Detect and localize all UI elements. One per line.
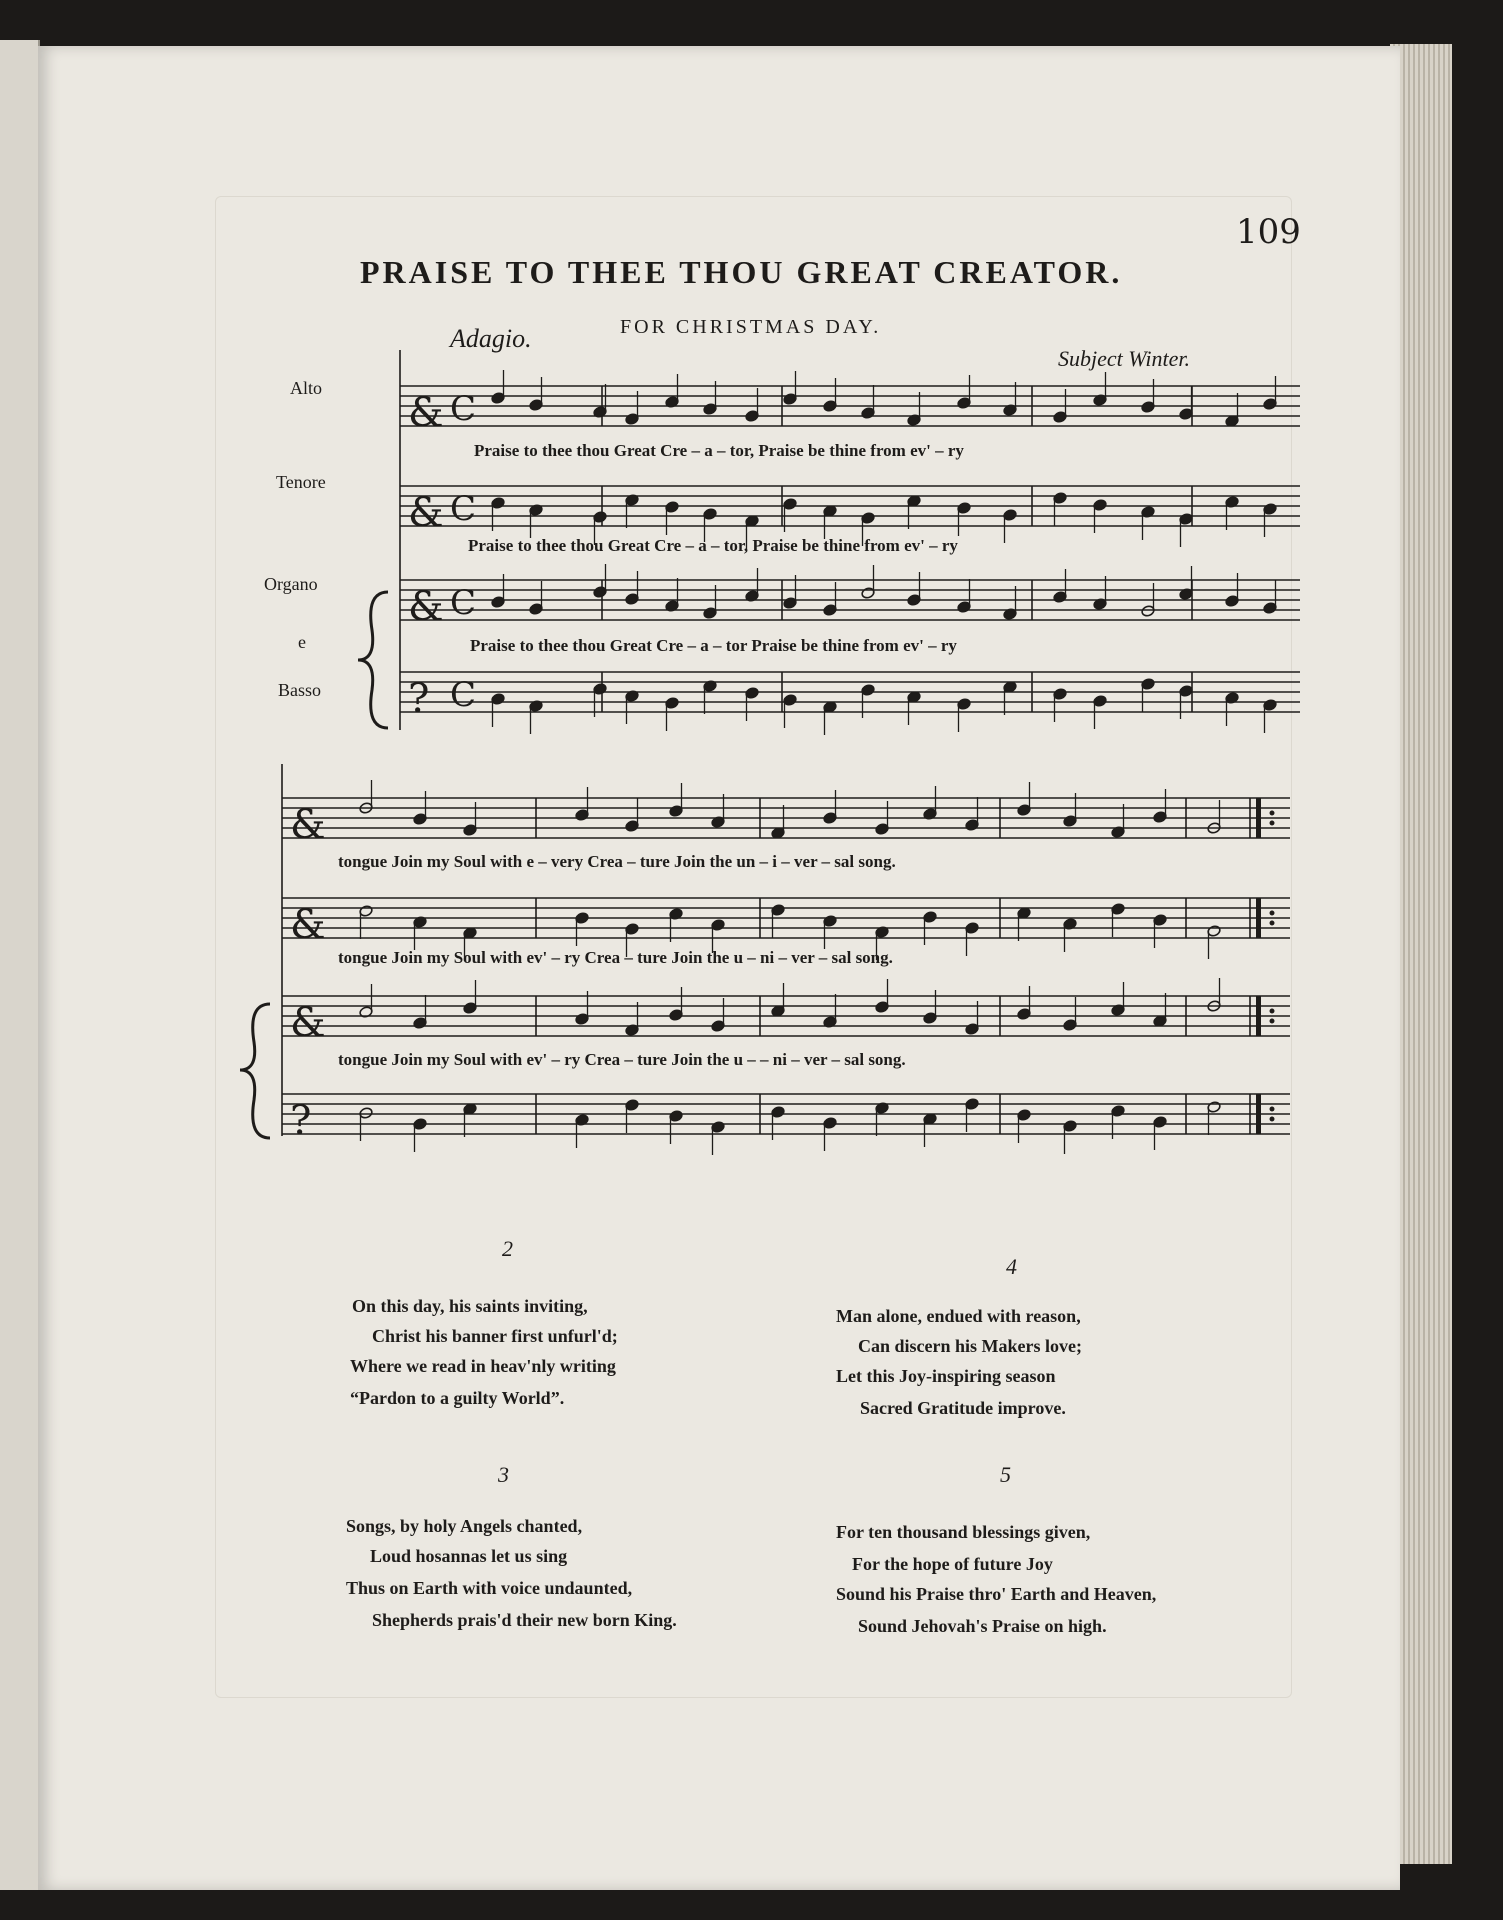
lyric-line-s1-alto: Praise to thee thou Great Cre – a – tor, Praise be thine from ev' – ry <box>474 441 964 460</box>
page-number: 109 <box>1236 212 1301 252</box>
repeat-dot <box>1270 1019 1275 1024</box>
lyric-line-s2-tenore: tongue Join my Soul with ev' – ry Crea – ture Join the u – ni – ver – sal song. <box>338 948 893 967</box>
system-1-time-signature: C <box>450 489 477 529</box>
repeat-dot <box>1270 821 1275 826</box>
final-double-barline <box>1256 798 1261 838</box>
verse-3-line-2: Loud hosannas let us sing <box>370 1546 568 1566</box>
organ-brace-system-2 <box>240 1004 270 1138</box>
system-1-clef: & <box>408 490 444 536</box>
system-2-clef: ? <box>290 1098 312 1144</box>
hymn-title: PRAISE TO THEE THOU GREAT CREATOR. <box>360 254 1123 290</box>
system-1-time-signature: C <box>450 583 477 623</box>
verse-2-line-1: On this day, his saints inviting, <box>352 1296 588 1316</box>
verse-2-line-4: “Pardon to a guilty World”. <box>350 1388 565 1408</box>
system-2-clef: & <box>290 1000 326 1046</box>
subject-marking: Subject Winter. <box>1058 346 1190 371</box>
verse-5-line-4: Sound Jehovah's Praise on high. <box>858 1616 1107 1636</box>
lyric-line-s2-alto: tongue Join my Soul with e – very Crea – ture Join the un – i – ver – sal song. <box>338 852 896 871</box>
system-1-clef: ? <box>408 676 430 722</box>
final-double-barline <box>1256 996 1261 1036</box>
verse-2-line-2: Christ his banner first unfurl'd; <box>372 1326 618 1346</box>
repeat-dot <box>1270 1117 1275 1122</box>
verse-4-line-4: Sacred Gratitude improve. <box>860 1398 1066 1418</box>
repeat-dot <box>1270 1009 1275 1014</box>
verse-4-line-3: Let this Joy-inspiring season <box>836 1366 1056 1386</box>
part-label-basso: Basso <box>278 680 322 700</box>
tempo-marking: Adagio. <box>450 324 532 353</box>
verse-number-3: 3 <box>498 1462 509 1487</box>
verse-number-4: 4 <box>1006 1254 1017 1279</box>
part-label-e: e <box>298 632 306 652</box>
part-label-organo: Organo <box>264 574 318 594</box>
system-1-time-signature: C <box>450 675 477 715</box>
verse-4-line-2: Can discern his Makers love; <box>858 1336 1082 1356</box>
verse-3-line-3: Thus on Earth with voice undaunted, <box>346 1578 633 1598</box>
hymn-subtitle: FOR CHRISTMAS DAY. <box>620 316 882 338</box>
system-1-time-signature: C <box>450 389 477 429</box>
verse-number-2: 2 <box>502 1236 513 1261</box>
system-2-clef: & <box>290 802 326 848</box>
verse-5-line-3: Sound his Praise thro' Earth and Heaven, <box>836 1584 1157 1604</box>
verse-5-line-1: For ten thousand blessings given, <box>836 1522 1091 1542</box>
lyric-line-s2-organo: tongue Join my Soul with ev' – ry Crea – ture Join the u – – ni – ver – sal song. <box>338 1050 906 1069</box>
part-label-tenore: Tenore <box>276 472 326 492</box>
verse-3-line-1: Songs, by holy Angels chanted, <box>346 1516 583 1536</box>
system-2-clef: & <box>290 902 326 948</box>
system-1-clef: & <box>408 584 444 630</box>
repeat-dot <box>1270 911 1275 916</box>
repeat-dot <box>1270 1107 1275 1112</box>
lyric-line-s1-organo: Praise to thee thou Great Cre – a – tor Praise be thine from ev' – ry <box>470 636 957 655</box>
part-label-alto: Alto <box>290 378 323 398</box>
repeat-dot <box>1270 921 1275 926</box>
organ-brace-system-1 <box>358 592 388 728</box>
final-double-barline <box>1256 898 1261 938</box>
verse-3-line-4: Shepherds prais'd their new born King. <box>372 1610 677 1630</box>
verse-number-5: 5 <box>1000 1462 1011 1487</box>
final-double-barline <box>1256 1094 1261 1134</box>
verse-5-line-2: For the hope of future Joy <box>852 1554 1053 1574</box>
repeat-dot <box>1270 811 1275 816</box>
lyric-line-s1-tenore: Praise to thee thou Great Cre – a – tor, Praise be thine from ev' – ry <box>468 536 958 555</box>
verse-2-line-3: Where we read in heav'nly writing <box>350 1356 616 1376</box>
verse-4-line-1: Man alone, endued with reason, <box>836 1306 1081 1326</box>
system-1-clef: & <box>408 390 444 436</box>
